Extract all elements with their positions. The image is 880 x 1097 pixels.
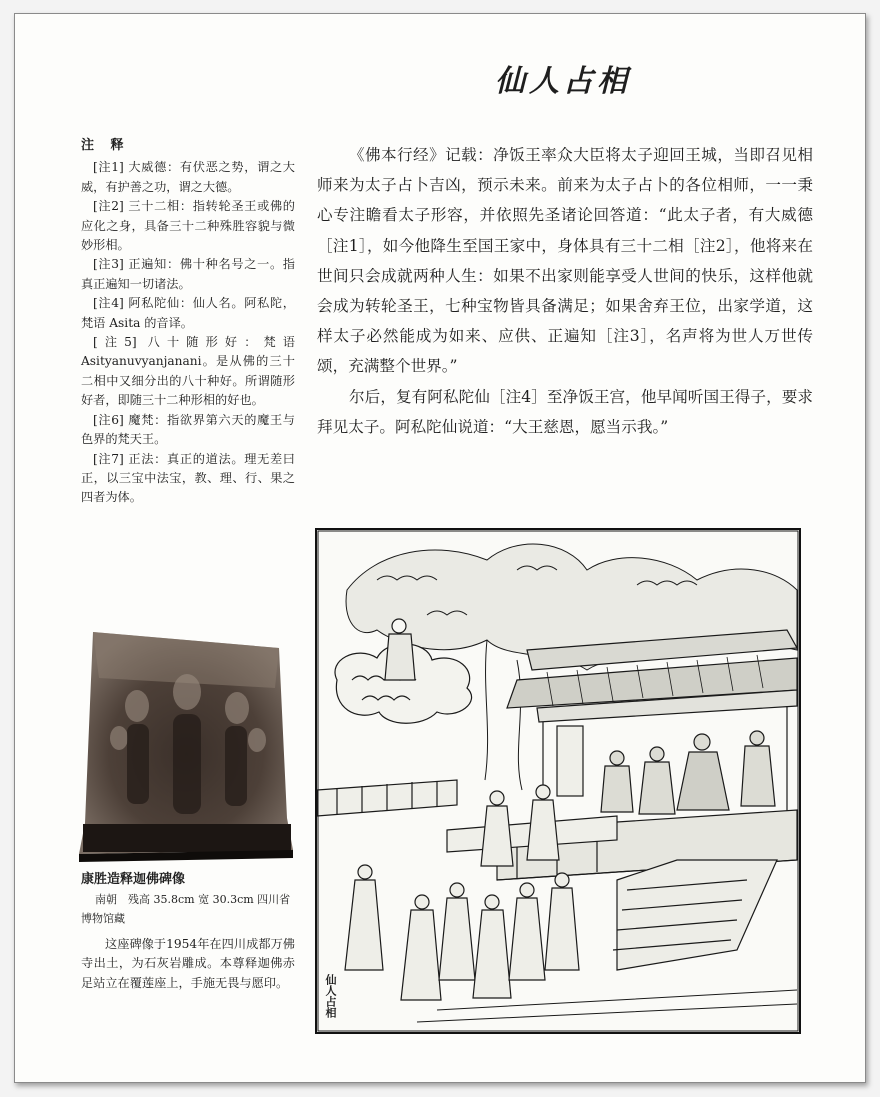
page-title: 仙人占相 — [495, 64, 631, 99]
paragraph-1: 《佛本行经》记载：净饭王率众大臣将太子迎回王城，当即召见相师来为太子占卜吉凶，预示未来。前来为太子占卜的各位相师，一一秉心专注瞻看太子形容，并依照先圣诸论回答道：“此太子者，有大威德［注1］，如今他降生至国王家中，身体具有三十二相［注2］，他将来在世间只会成就两种人生：如果不出家则能享受人世间的快乐，这样他就会成为转轮圣王，七种宝物皆具备满足；如果舍弃王位，出家学道，这样太子必然能成为如来、应供、正遍知［注3］，名声将为世人万世传颂，充满整个世界。” — [317, 146, 813, 376]
seated-royals — [601, 731, 775, 814]
note-1: [注1] 大威德：有伏恶之势，谓之大威，有护善之功，谓之大德。 — [81, 160, 295, 194]
illustration-label: 仙人占相 — [324, 974, 337, 1018]
page — [14, 13, 866, 1083]
stele-caption — [81, 870, 295, 994]
note-6: [注6] 魔梵：指欲界第六天的魔王与色界的梵天王。 — [81, 412, 295, 447]
caption-description: 这座碑像于1954年在四川成都万佛寺出土，为石灰岩雕成。本尊释迦佛赤足站立在覆莲座上，手施无畏与愿印。 — [81, 936, 295, 990]
main-text — [317, 140, 813, 442]
note-7: [注7] 正法：真正的道法。理无差曰正，以三宝中法宝，教、理、行、果之四者为体。 — [81, 451, 295, 505]
note-5: [注5] 八十随形好：梵语 Asityanuvyanjanani。是从佛的三十二相中又细分出的八十种好。所谓随形好者，即随三十二种形相的好也。 — [81, 335, 295, 408]
notes-header: 注 释 — [81, 138, 130, 153]
notes-column — [81, 136, 295, 508]
woodblock-illustration — [315, 528, 801, 1034]
note-3: [注3] 正遍知：佛十种名号之一。指真正遍知一切诸法。 — [81, 257, 295, 291]
caption-meta: 南朝 残高 35.8cm 宽 30.3cm 四川省博物馆藏 — [81, 892, 291, 926]
crowd-figures — [345, 785, 579, 1000]
paragraph-2: 尔后，复有阿私陀仙［注4］至净饭王宫，他早闻听国王得子，要求拜见太子。阿私陀仙说道：“大王慈恩，愿当示我。” — [317, 387, 813, 436]
note-2: [注2] 三十二相：指转轮圣王或佛的应化之身，具备三十二种殊胜容貌与微妙形相。 — [81, 199, 295, 253]
caption-title: 康胜造释迦佛碑像 — [81, 872, 186, 887]
stele-photo — [79, 618, 294, 863]
note-4: [注4] 阿私陀仙：仙人名。阿私陀，梵语 Asita 的音译。 — [81, 296, 295, 330]
